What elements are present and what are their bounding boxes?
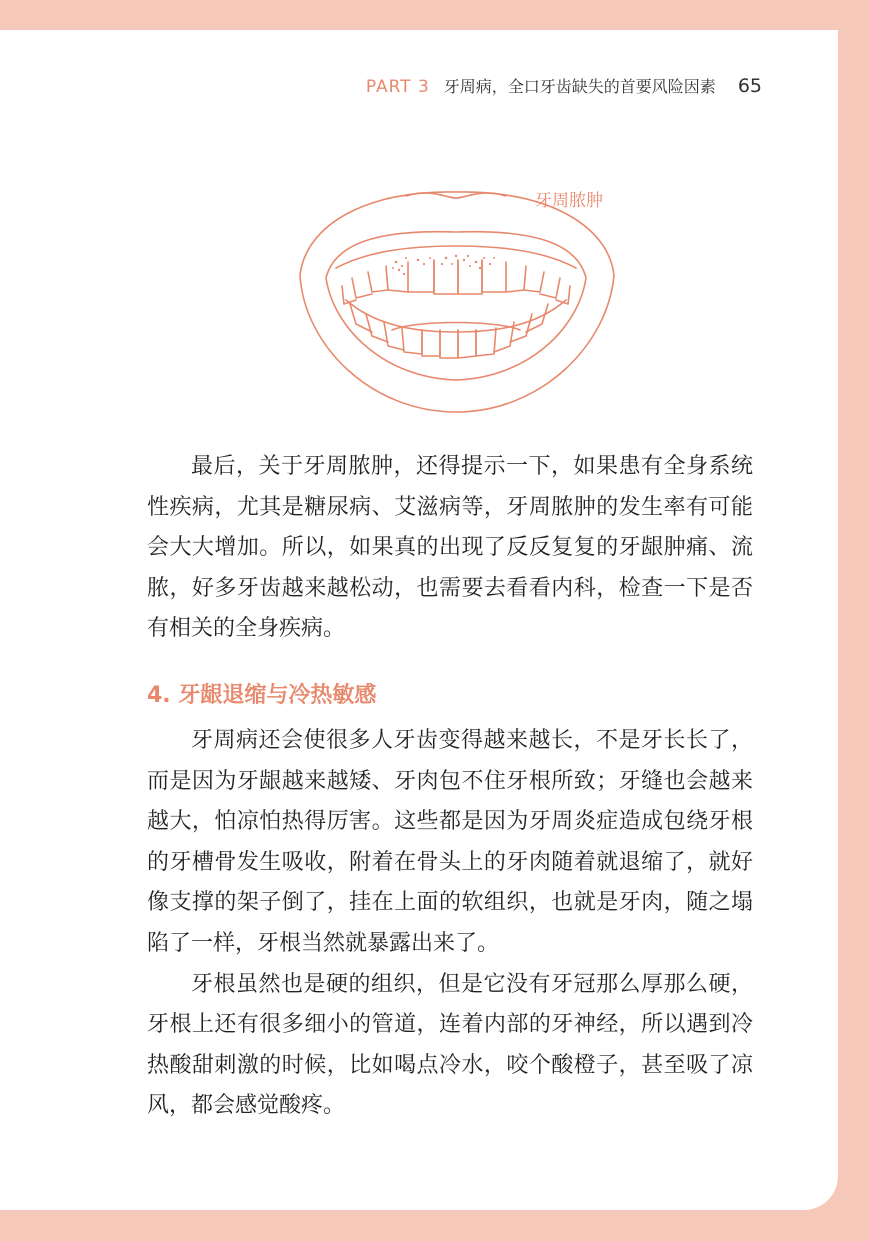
section-text [147, 721, 753, 1127]
paragraph: 牙周病还会使很多人牙齿变得越来越长，不是牙长长了，而是因为牙龈越来越矮、牙肉包不住牙根所致；牙缝也会越来越大，怕凉怕热得厉害。这些都是因为牙周炎症造成包绕牙根的牙槽骨发生吸收，附着在骨头上的牙肉随着就退缩了，就好像支撑的架子倒了，挂在上面的软组织，也就是牙肉，随之塌陷了一样，牙根当然就暴露出来了。 [147, 728, 753, 956]
part-label: PART 3 [365, 77, 430, 97]
intro-text [147, 447, 753, 650]
figure-label: 牙周脓肿 [535, 191, 603, 211]
mouth-illustration [296, 180, 616, 420]
page-number: 65 [737, 75, 762, 97]
top-band [0, 0, 869, 30]
paragraph: 牙根虽然也是硬的组织，但是它没有牙冠那么厚那么硬，牙根上还有很多细小的管道，连着内部的牙神经，所以遇到冷热酸甜刺激的时候，比如喝点冷水，咬个酸橙子，甚至吸了凉风，都会感觉酸疼。 [147, 971, 753, 1119]
running-header [366, 74, 762, 97]
chapter-title: 牙周病，全口牙齿缺失的首要风险因素 [443, 77, 716, 96]
paragraph: 最后，关于牙周脓肿，还得提示一下，如果患有全身系统性疾病，尤其是糖尿病、艾滋病等，牙周脓肿的发生率有可能会大大增加。所以，如果真的出现了反反复复的牙龈肿痛、流脓，好多牙齿越来越松动，也需要去看看内科，检查一下是否有相关的全身疾病。 [147, 454, 753, 642]
section-heading: 4. 牙龈退缩与冷热敏感 [147, 683, 377, 708]
